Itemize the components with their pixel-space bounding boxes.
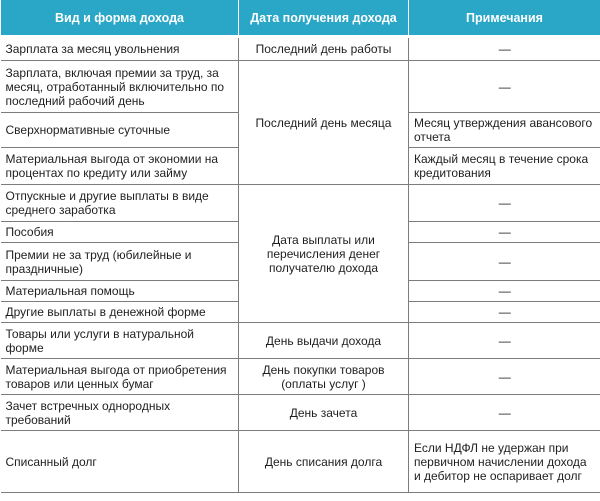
income-kind-cell: Премии не за труд (юбилейные и праздничные) bbox=[1, 243, 239, 281]
note-cell: — bbox=[409, 185, 600, 222]
note-cell: — bbox=[409, 395, 600, 431]
table-row bbox=[1, 395, 600, 431]
income-kind-cell: Другие выплаты в денежной форме bbox=[1, 302, 239, 323]
income-date-cell: Дата выплаты или перечисления денег получателю дохода bbox=[239, 185, 409, 323]
income-kind-cell: Материальная выгода от экономии на процентах по кредиту или займу bbox=[1, 148, 239, 185]
note-cell: Если НДФЛ не удержан при первичном начислении дохода и дебитор не оспаривает долг bbox=[409, 431, 600, 493]
income-kind-cell: Материальная выгода от приобретения товаров или ценных бумаг bbox=[1, 359, 239, 395]
income-date-cell: День выдачи дохода bbox=[239, 323, 409, 359]
table-row bbox=[1, 37, 600, 61]
note-cell: — bbox=[409, 323, 600, 359]
table-row bbox=[1, 359, 600, 395]
note-cell: — bbox=[409, 302, 600, 323]
income-kind-cell: Товары или услуги в натуральной форме bbox=[1, 323, 239, 359]
income-kind-cell: Зарплата за месяц увольнения bbox=[1, 37, 239, 61]
income-kind-cell: Отпускные и другие выплаты в виде среднего заработка bbox=[1, 185, 239, 222]
income-date-cell: День зачета bbox=[239, 395, 409, 431]
income-kind-cell: Пособия bbox=[1, 222, 239, 243]
note-cell: — bbox=[409, 243, 600, 281]
income-date-cell: День списания долга bbox=[239, 431, 409, 493]
note-cell: — bbox=[409, 222, 600, 243]
note-cell: Каждый месяц в течение срока кредитования bbox=[409, 148, 600, 185]
note-cell: — bbox=[409, 281, 600, 302]
table-row bbox=[1, 431, 600, 493]
income-kind-cell: Списанный долг bbox=[1, 431, 239, 493]
note-cell: — bbox=[409, 37, 600, 61]
income-date-cell: Последний день месяца bbox=[239, 61, 409, 185]
header-notes: Примечания bbox=[409, 0, 600, 37]
table-header-row bbox=[1, 0, 600, 37]
income-kind-cell: Зачет встречных однородных требований bbox=[1, 395, 239, 431]
header-income-date: Дата получения дохода bbox=[239, 0, 409, 37]
header-income-kind: Вид и форма дохода bbox=[1, 0, 239, 37]
note-cell: — bbox=[409, 359, 600, 395]
note-cell: — bbox=[409, 61, 600, 113]
income-date-cell: Последний день работы bbox=[239, 37, 409, 61]
table-row bbox=[1, 61, 600, 113]
income-kind-cell: Сверхнормативные суточные bbox=[1, 113, 239, 148]
table-row bbox=[1, 323, 600, 359]
income-kind-cell: Материальная помощь bbox=[1, 281, 239, 302]
table-row bbox=[1, 185, 600, 222]
income-date-cell: День покупки товаров (оплаты услуг ) bbox=[239, 359, 409, 395]
note-cell: Месяц утверждения авансового отчета bbox=[409, 113, 600, 148]
income-kind-cell: Зарплата, включая премии за труд, за месяц, отработанный включительно по последний рабочий день bbox=[1, 61, 239, 113]
